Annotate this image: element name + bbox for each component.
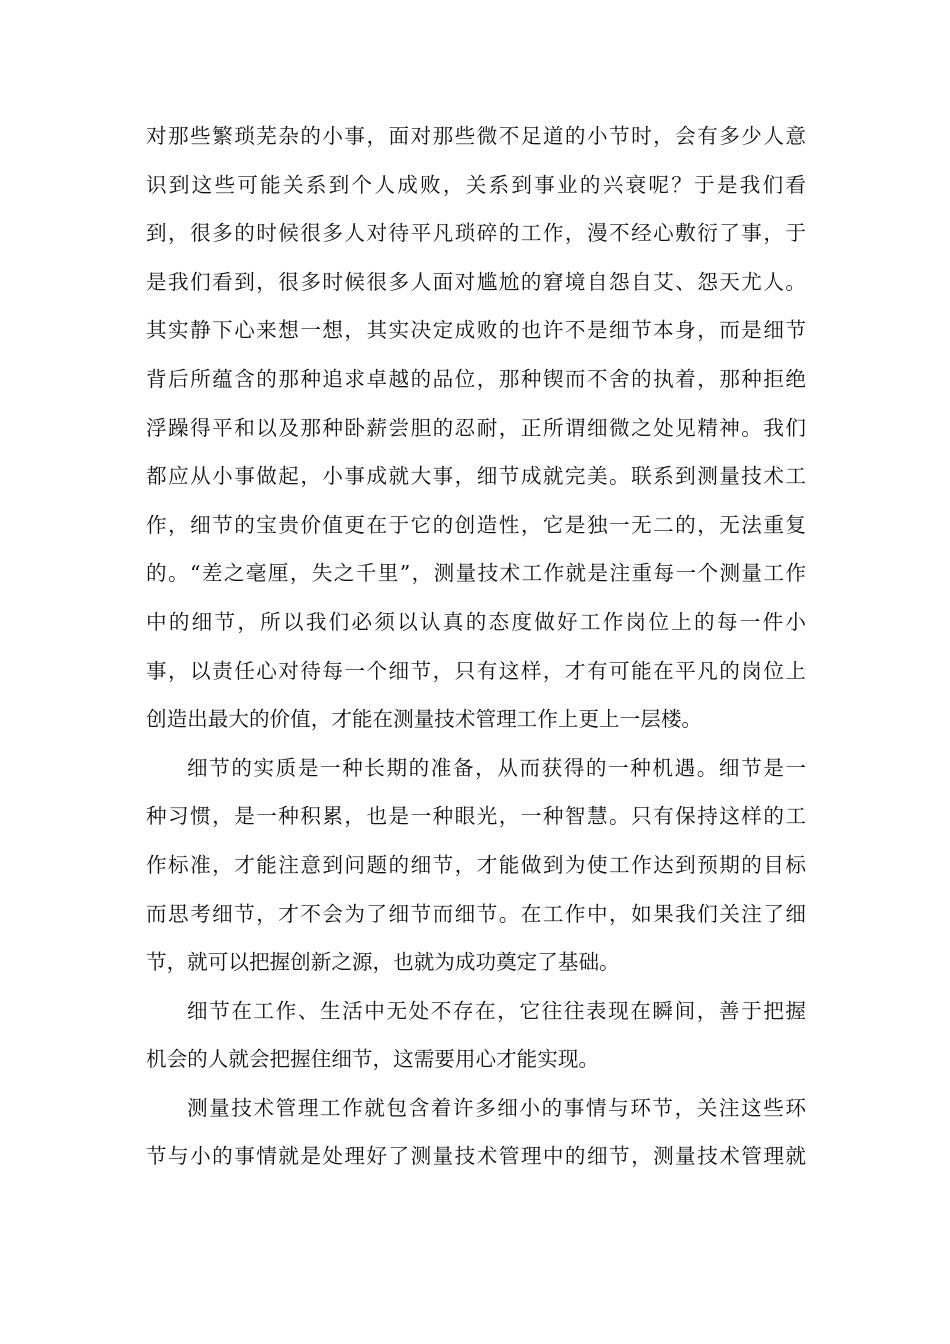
text-line: 都应从小事做起，小事成就大事，细节成就完美。联系到测量技术工 <box>146 464 806 489</box>
text-line: 细节的实质是一种长期的准备，从而获得的一种机遇。细节是一 <box>187 755 806 780</box>
body-text <box>146 112 806 1181</box>
text-line: 机会的人就会把握住细节，这需要用心才能实现。 <box>146 1047 600 1072</box>
text-line: 中的细节，所以我们必须以认真的态度做好工作岗位上的每一件小 <box>146 609 806 634</box>
text-line: 事，以责任心对待每一个细节，只有这样，才有可能在平凡的岗位上 <box>146 658 806 683</box>
text-line: 背后所蕴含的那种追求卓越的品位，那种锲而不舍的执着，那种拒绝 <box>146 366 806 391</box>
text-line: 其实静下心来想一想，其实决定成败的也许不是细节本身，而是细节 <box>146 318 806 343</box>
text-line: 节，就可以把握创新之源，也就为成功奠定了基础。 <box>146 950 620 975</box>
text-line: 种习惯，是一种积累，也是一种眼光，一种智慧。只有保持这样的工 <box>146 804 806 829</box>
text-line: 测量技术管理工作就包含着许多细小的事情与环节，关注这些环 <box>187 1095 806 1120</box>
text-line: 浮躁得平和以及那种卧薪尝胆的忍耐，正所谓细微之处见精神。我们 <box>146 415 806 440</box>
text-line: 识到这些可能关系到个人成败，关系到事业的兴衰呢？于是我们看 <box>146 172 806 197</box>
text-line: 创造出最大的价值，才能在测量技术管理工作上更上一层楼。 <box>146 707 703 732</box>
text-line: 是我们看到，很多时候很多人面对尴尬的窘境自怨自艾、怨天尤人。 <box>146 269 806 294</box>
text-line: 的。“差之毫厘，失之千里”，测量技术工作就是注重每一个测量工作 <box>146 561 806 586</box>
text-line: 作标准，才能注意到问题的细节，才能做到为使工作达到预期的目标 <box>146 852 806 877</box>
text-line: 对那些繁琐芜杂的小事，面对那些微不足道的小节时，会有多少人意 <box>146 124 806 148</box>
text-line: 节与小的事情就是处理好了测量技术管理中的细节，测量技术管理就 <box>146 1144 806 1169</box>
text-line: 细节在工作、生活中无处不存在，它往往表现在瞬间，善于把握 <box>187 998 806 1023</box>
text-line: 而思考细节，才不会为了细节而细节。在工作中，如果我们关注了细 <box>146 901 806 926</box>
text-line: 作，细节的宝贵价值更在于它的创造性，它是独一无二的，无法重复 <box>146 512 806 537</box>
text-line: 到，很多的时候很多人对待平凡琐碎的工作，漫不经心敷衍了事，于 <box>146 221 806 246</box>
